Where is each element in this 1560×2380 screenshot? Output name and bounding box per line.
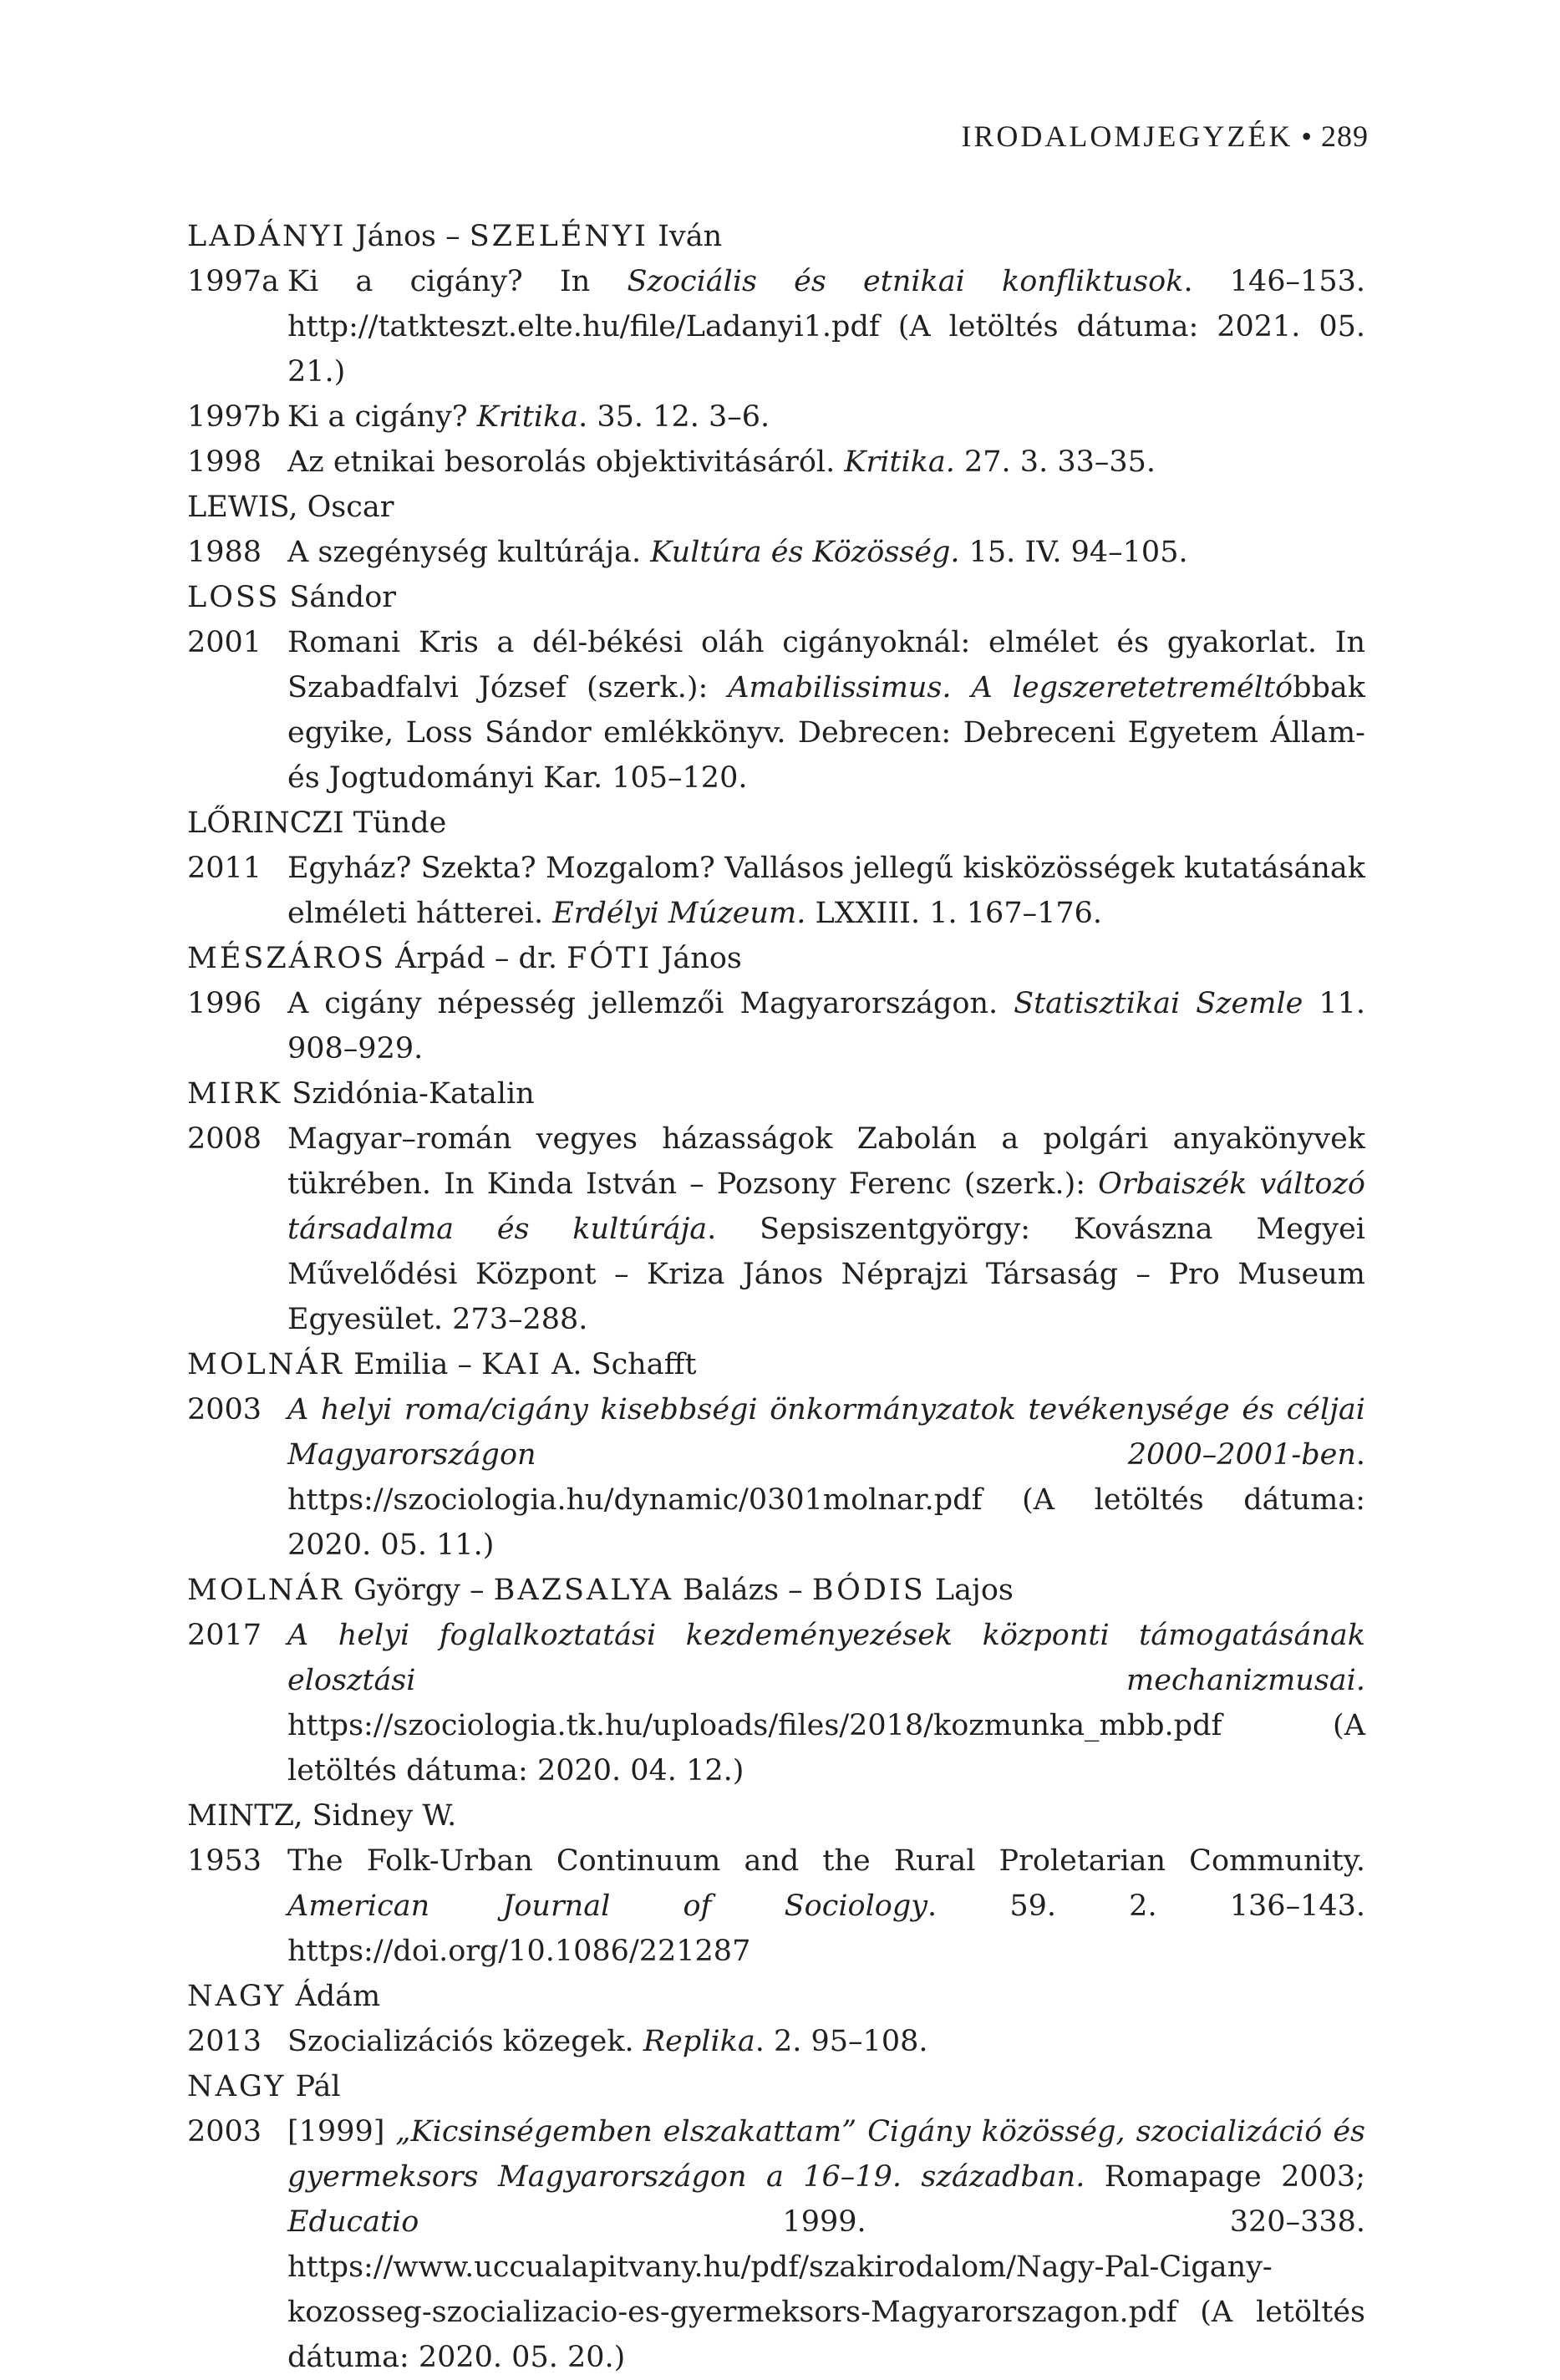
author-name-part: Szidónia-Katalin: [282, 1077, 535, 1111]
author-line: [187, 485, 1365, 530]
reference-text-part: Egyház? Szekta? Mozgalom? Vallásos jellegű kisközösségek kutatásának elméleti hátterei.: [287, 852, 1365, 930]
reference-text: [287, 1613, 1365, 1793]
reference-entry: [187, 2019, 1365, 2064]
reference-text: [287, 1838, 1365, 1974]
running-header: [961, 119, 1369, 154]
reference-year: 2013: [187, 2025, 262, 2058]
reference-text-part: Ki a cigány?: [287, 400, 477, 434]
reference-text: [287, 2109, 1365, 2380]
reference-title-italic: Kritika: [476, 400, 579, 434]
author-name-part: Balázs –: [673, 1574, 812, 1607]
author-line: [187, 575, 1365, 620]
reference-entry: [187, 394, 1365, 440]
reference-text-part: [1999]: [287, 2115, 396, 2149]
author-name-part: LŐRINCZI Tünde: [187, 806, 447, 840]
author-name-part: MINTZ, Sidney W.: [187, 1799, 457, 1833]
author-name-part: FÓTI: [567, 942, 653, 975]
reference-text-part: Magyar–román vegyes házasságok Zabolán a polgári anyakönyvek tükrében. In Kinda István – Pozsony Ferenc (szerk.):: [287, 1122, 1365, 1201]
reference-title-italic: Orbaiszék változó társadalma és kultúrája: [287, 1167, 1365, 1246]
reference-title-italic: Szociális és etnikai konfliktusok: [627, 265, 1184, 298]
reference-title-italic: Educatio: [287, 2205, 419, 2239]
author-name-part: MIRK: [187, 1077, 283, 1111]
reference-text-part: . 146–153. http://tatkteszt.elte.hu/file/Ladanyi1.pdf (A letöltés dátuma: 2021. 05. 21.): [287, 265, 1365, 389]
author-name-part: MOLNÁR: [187, 1574, 345, 1607]
reference-entry: [187, 620, 1365, 801]
bibliography-list: [187, 214, 1365, 2380]
author-name-part: NAGY: [187, 1980, 287, 2013]
reference-text-part: The Folk-Urban Continuum and the Rural Proletarian Community.: [287, 1844, 1365, 1878]
author-name-part: Árpád – dr.: [385, 942, 567, 975]
reference-title-italic: A helyi foglalkoztatási kezdeményezések központi támogatásának elosztási mechanizmusai.: [287, 1619, 1365, 1697]
reference-title-italic: „Kicsinségemben elszakattam” Cigány közösség, szocializáció és gyermeksors Magyarországon a 16–19. században.: [287, 2115, 1365, 2194]
reference-entry: [187, 1838, 1365, 1974]
author-line: [187, 1793, 1365, 1838]
author-name-part: LADÁNYI: [187, 220, 347, 253]
reference-year: 1997a: [187, 265, 279, 298]
reference-text-part: 11. 908–929.: [287, 987, 1365, 1065]
reference-title-italic: Kultúra és Közösség.: [650, 536, 960, 569]
reference-text-part: 15. IV. 94–105.: [959, 536, 1188, 569]
reference-text-part: . 2. 95–108.: [755, 2025, 928, 2058]
reference-text: [287, 1116, 1365, 1342]
author-name-part: János: [652, 942, 742, 975]
reference-entry: [187, 2109, 1365, 2380]
reference-text-part: A cigány népesség jellemzői Magyarországon.: [287, 987, 1014, 1020]
reference-text-part: A szegénység kultúrája.: [287, 536, 651, 569]
author-name-part: MÉSZÁROS: [187, 942, 386, 975]
reference-title-italic: A helyi roma/cigány kisebbségi önkormányzatok tevékenysége és céljai Magyarországon 2000–2001-ben: [287, 1393, 1365, 1472]
reference-text-part: . 59. 2. 136–143. https://doi.org/10.1086/221287: [287, 1889, 1365, 1968]
reference-text: [287, 530, 1365, 575]
header-separator: •: [1301, 120, 1313, 153]
reference-text-part: https://szociologia.tk.hu/uploads/files/2018/kozmunka_mbb.pdf (A letöltés dátuma: 2020. 04. 12.): [287, 1709, 1365, 1788]
reference-text: [287, 440, 1365, 485]
author-line: [187, 2064, 1365, 2109]
reference-entry: [187, 846, 1365, 936]
reference-entry: [187, 440, 1365, 485]
reference-text: [287, 846, 1365, 936]
reference-text-part: . https://szociologia.hu/dynamic/0301molnar.pdf (A letöltés dátuma: 2020. 05. 11.): [287, 1438, 1365, 1562]
reference-title-italic: Amabilissimus. A legszeretetreméltó: [728, 671, 1293, 704]
reference-text-part: Romani Kris a dél-békési oláh cigányoknál: elmélet és gyakorlat. In Szabadfalvi József (szerk.):: [287, 626, 1365, 704]
author-name-part: János –: [346, 220, 470, 253]
reference-year: 2003: [187, 2115, 262, 2149]
reference-text-part: Szocializációs közegek.: [287, 2025, 643, 2058]
author-name-part: MOLNÁR: [187, 1348, 345, 1381]
reference-year: 1988: [187, 536, 262, 569]
reference-text-part: bbak egyike, Loss Sándor emlékkönyv. Debrecen: Debreceni Egyetem Állam- és Jogtudományi Kar. 105–120.: [287, 671, 1365, 795]
reference-year: 1953: [187, 1844, 262, 1878]
reference-text: [287, 620, 1365, 801]
reference-title-italic: Replika: [643, 2025, 755, 2058]
reference-year: 2001: [187, 626, 262, 659]
author-name-part: KAI: [481, 1348, 542, 1381]
author-name-part: A. Schafft: [541, 1348, 697, 1381]
author-name-part: LOSS: [187, 581, 281, 614]
reference-year: 2008: [187, 1122, 262, 1156]
reference-entry: [187, 259, 1365, 394]
reference-year: 2017: [187, 1619, 262, 1652]
reference-year: 2011: [187, 852, 262, 885]
author-name-part: LEWIS, Oscar: [187, 491, 394, 524]
reference-text: [287, 1387, 1365, 1568]
author-name-part: Lajos: [925, 1574, 1014, 1607]
reference-title-italic: American Journal of Sociology: [287, 1889, 928, 1923]
reference-text: [287, 394, 1365, 440]
reference-title-italic: Kritika.: [844, 445, 955, 479]
author-name-part: BÓDIS: [811, 1574, 926, 1607]
section-title: IRODALOMJEGYZÉK: [961, 120, 1293, 153]
reference-text-part: . Sepsiszentgyörgy: Kovászna Megyei Művelődési Központ – Kriza János Néprajzi Társaság – Pro Museum Egyesület. 273–288.: [287, 1213, 1365, 1336]
reference-entry: [187, 1387, 1365, 1568]
reference-title-italic: Statisztikai Szemle: [1014, 987, 1303, 1020]
reference-text-part: LXXIII. 1. 167–176.: [805, 897, 1103, 930]
page-number: 289: [1321, 120, 1369, 153]
author-line: [187, 1071, 1365, 1116]
reference-text-part: Ki a cigány? In: [287, 265, 628, 298]
reference-text: [287, 259, 1365, 394]
author-line: [187, 936, 1365, 981]
reference-year: 1997b: [187, 400, 281, 434]
author-line: [187, 801, 1365, 846]
author-line: [187, 1568, 1365, 1613]
author-name-part: Emilia –: [344, 1348, 482, 1381]
author-line: [187, 1342, 1365, 1387]
reference-text-part: . 35. 12. 3–6.: [578, 400, 770, 434]
author-line: [187, 1974, 1365, 2019]
reference-text: [287, 981, 1365, 1071]
reference-entry: [187, 981, 1365, 1071]
reference-entry: [187, 1116, 1365, 1342]
reference-text-part: 27. 3. 33–35.: [954, 445, 1156, 479]
author-name-part: BAZSALYA: [493, 1574, 673, 1607]
reference-year: 1998: [187, 445, 262, 479]
author-name-part: Sándor: [280, 581, 396, 614]
reference-text-part: Az etnikai besorolás objektivitásáról.: [287, 445, 845, 479]
reference-text: [287, 2019, 1365, 2064]
author-name-part: György –: [344, 1574, 494, 1607]
reference-entry: [187, 1613, 1365, 1793]
author-name-part: Iván: [648, 220, 723, 253]
reference-year: 2003: [187, 1393, 262, 1426]
author-name-part: NAGY: [187, 2070, 287, 2103]
reference-entry: [187, 530, 1365, 575]
reference-year: 1996: [187, 987, 262, 1020]
reference-text-part: Romapage 2003;: [1085, 2160, 1365, 2194]
reference-text-part: 1999. 320–338. https://www.uccualapitvany.hu/pdf/szakirodalom/Nagy-Pal-Cigany-kozosseg-szocializacio-es-gyermeksors-Magyarorszagon.pdf (A letöltés dátuma: 2020. 05. 20.): [287, 2205, 1365, 2374]
reference-title-italic: Erdélyi Múzeum.: [552, 897, 806, 930]
author-line: [187, 214, 1365, 259]
author-name-part: Pál: [286, 2070, 341, 2103]
author-name-part: SZELÉNYI: [469, 220, 648, 253]
author-name-part: Ádám: [286, 1980, 381, 2013]
